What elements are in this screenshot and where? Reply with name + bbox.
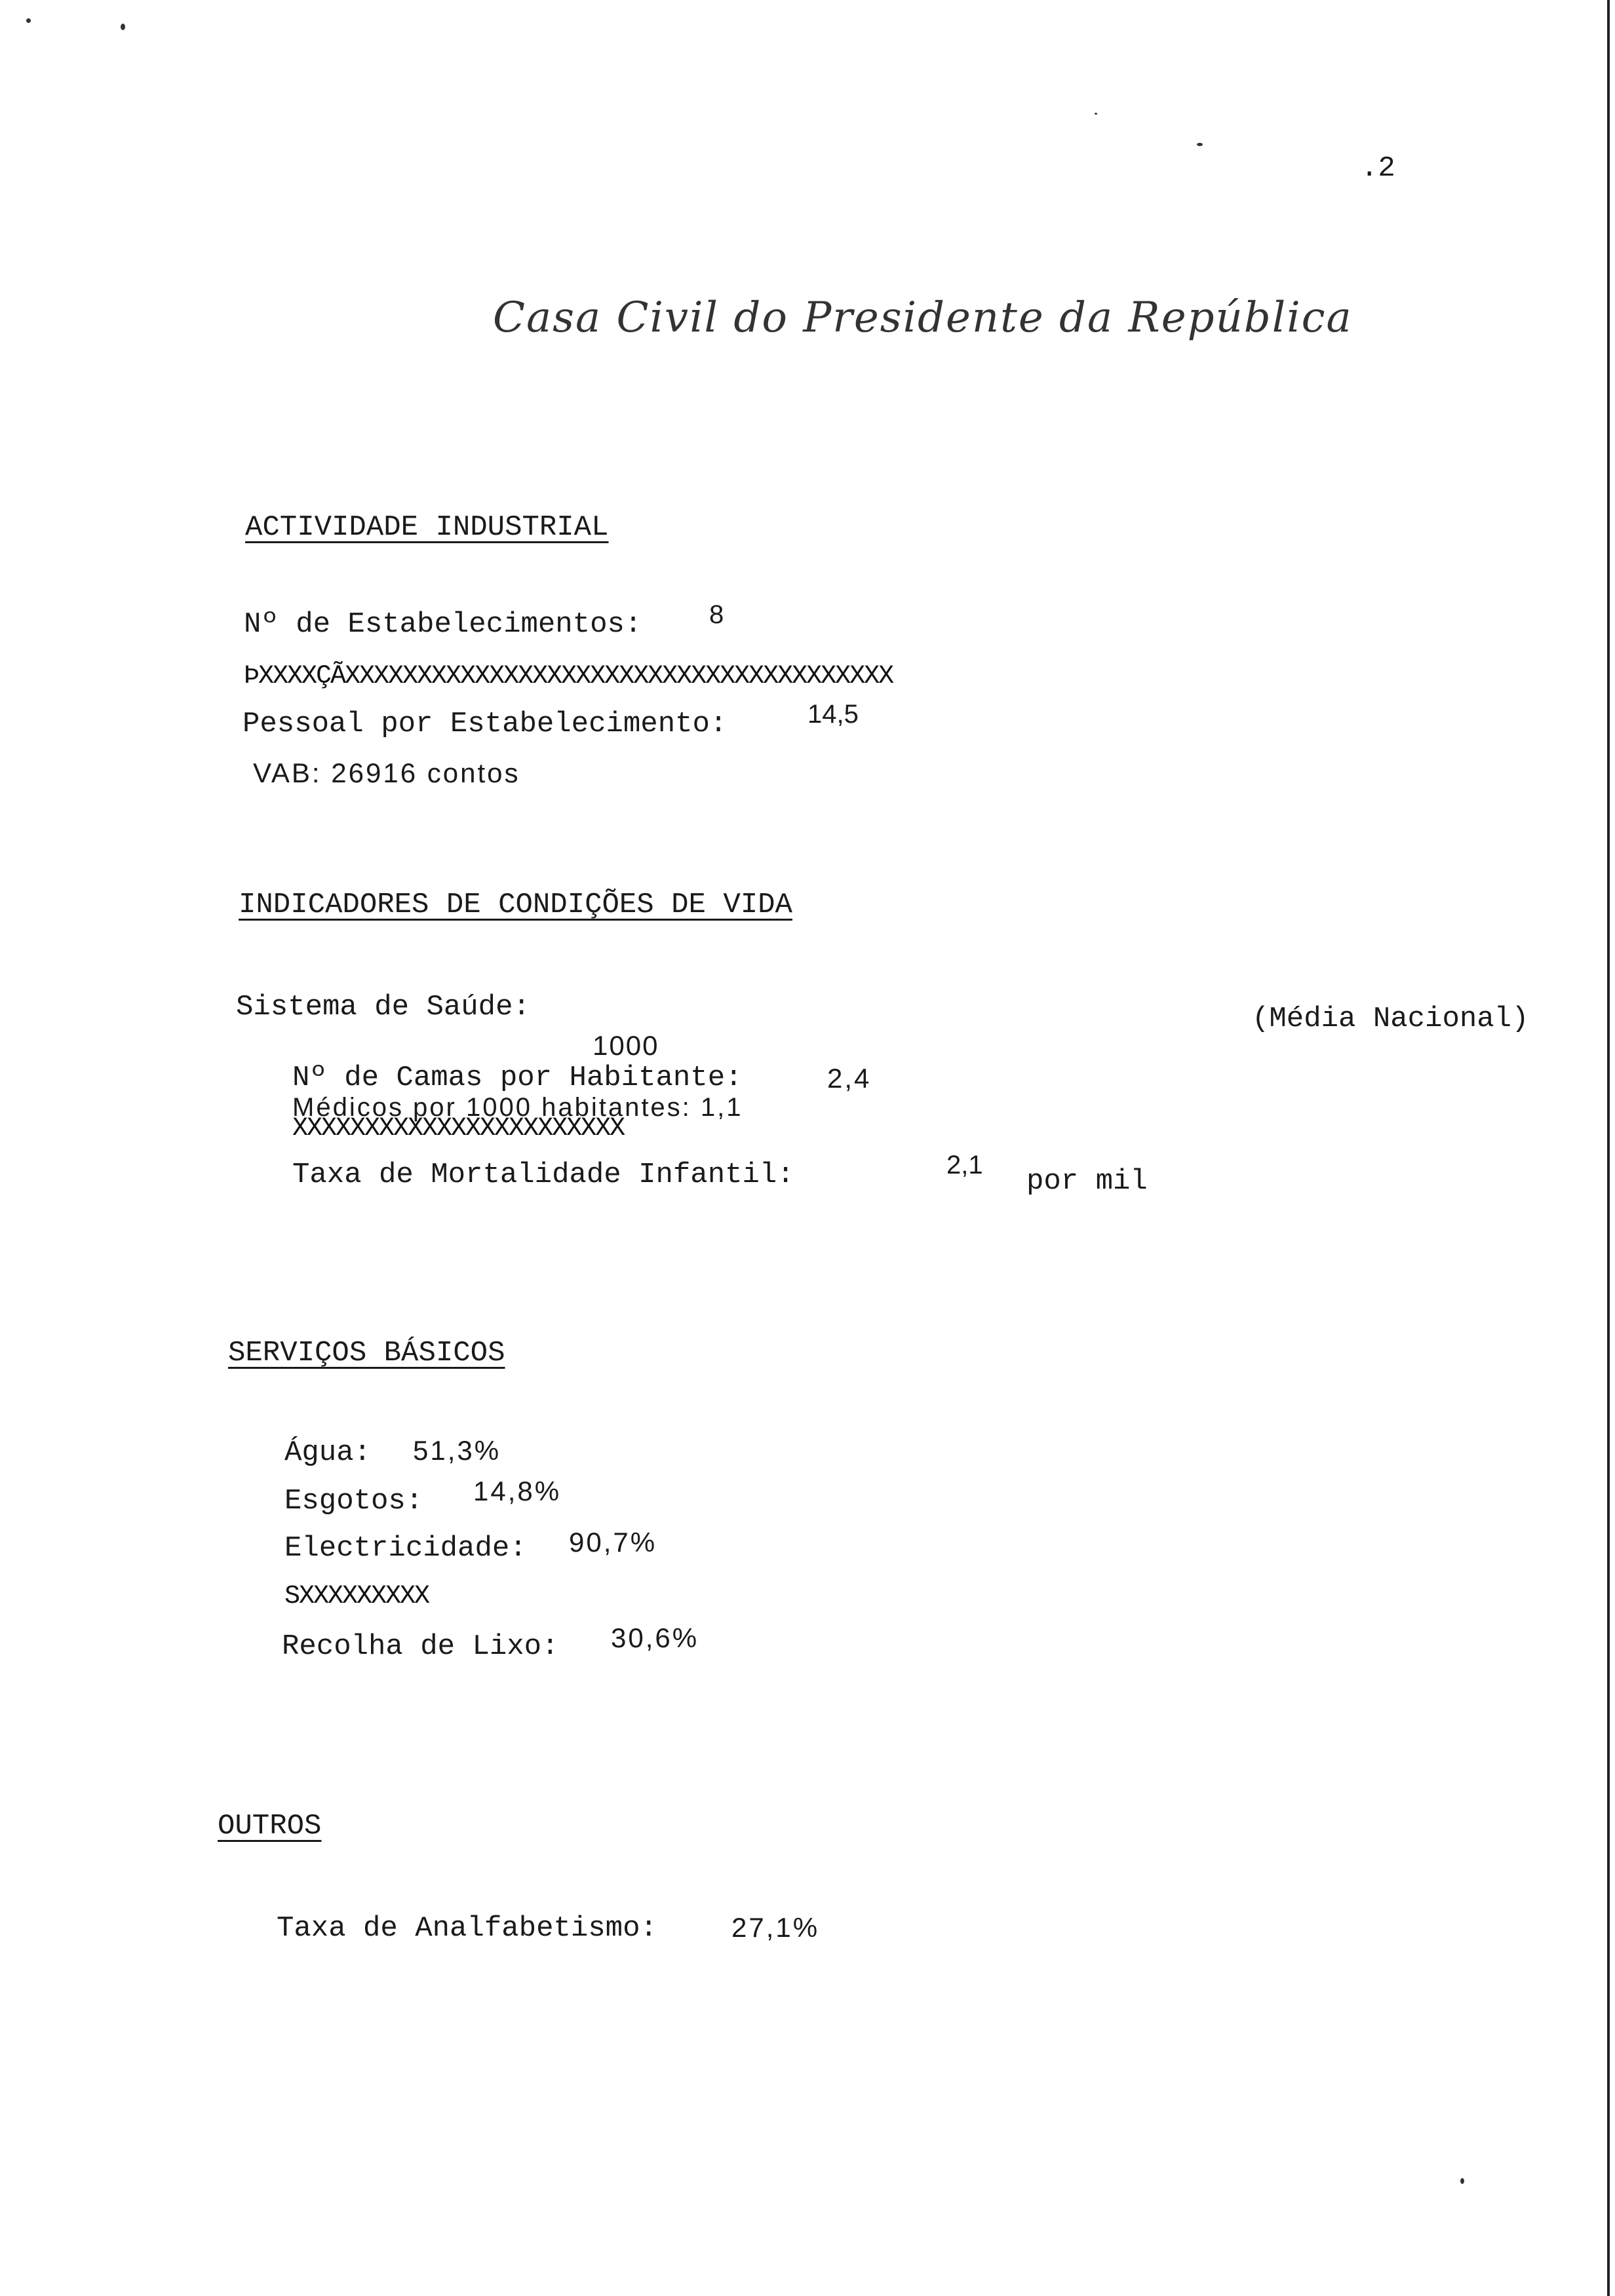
section-heading-others: OUTROS — [218, 1810, 322, 1843]
page-edge-shadow — [1607, 0, 1610, 2296]
struck-out-line: ÞXXXXÇÃXXXXXXXXXXXXXXXXXXXXXXXXXXXXXXXXXXXXXX — [244, 662, 893, 691]
infant-mortality-label: Taxa de Mortalidade Infantil: — [292, 1158, 794, 1191]
beds-value: 2,4 — [827, 1063, 872, 1094]
scan-speck — [121, 24, 125, 30]
scan-speck — [1460, 2178, 1464, 2184]
beds-label: Nº de Camas por Habitante: — [292, 1062, 743, 1094]
illiteracy-label: Taxa de Analfabetismo: — [277, 1912, 657, 1945]
illiteracy-value: 27,1% — [731, 1912, 820, 1943]
waste-collection-label: Recolha de Lixo: — [282, 1630, 559, 1663]
struck-out-word: SXXXXXXXXX — [284, 1582, 429, 1611]
vab-line: VAB: 26916 contos — [253, 757, 520, 788]
scan-speck — [1197, 143, 1203, 146]
sewer-value: 14,8% — [473, 1476, 562, 1506]
staff-label: Pessoal por Estabelecimento: — [243, 708, 728, 740]
staff-value: 14,5 — [808, 700, 859, 729]
beds-per-1000-insert: 1000 — [593, 1030, 659, 1061]
establishments-value: 8 — [709, 600, 724, 629]
scan-speck — [26, 18, 31, 23]
section-heading-basic-services: SERVIÇOS BÁSICOS — [228, 1337, 505, 1369]
establishments-label: Nº de Estabelecimentos: — [244, 608, 642, 641]
letterhead: Casa Civil do Presidente da República — [493, 294, 1353, 342]
doctors-struck-overlay: XXXXXXXXXXXXXXXXXXXXXXX — [292, 1114, 625, 1143]
page-number: .2 — [1361, 152, 1395, 185]
water-value: 51,3% — [413, 1435, 501, 1466]
water-label: Água: — [284, 1436, 372, 1469]
electricity-label: Electricidade: — [284, 1532, 527, 1565]
sewer-label: Esgotos: — [284, 1485, 423, 1518]
section-heading-living-conditions: INDICADORES DE CONDIÇÕES DE VIDA — [239, 889, 792, 921]
infant-mortality-value: 2,1 — [946, 1151, 983, 1179]
doctors-line: Médicos por 1000 habitantes: 1,1 — [292, 1093, 743, 1122]
scan-speck — [1095, 113, 1097, 115]
national-average-note: (Média Nacional) — [1252, 1003, 1529, 1035]
electricity-value: 90,7% — [569, 1527, 657, 1558]
infant-mortality-unit: por mil — [1026, 1165, 1148, 1198]
health-system-label: Sistema de Saúde: — [236, 991, 530, 1024]
section-heading-industrial: ACTIVIDADE INDUSTRIAL — [245, 511, 609, 544]
waste-collection-value: 30,6% — [611, 1622, 699, 1653]
